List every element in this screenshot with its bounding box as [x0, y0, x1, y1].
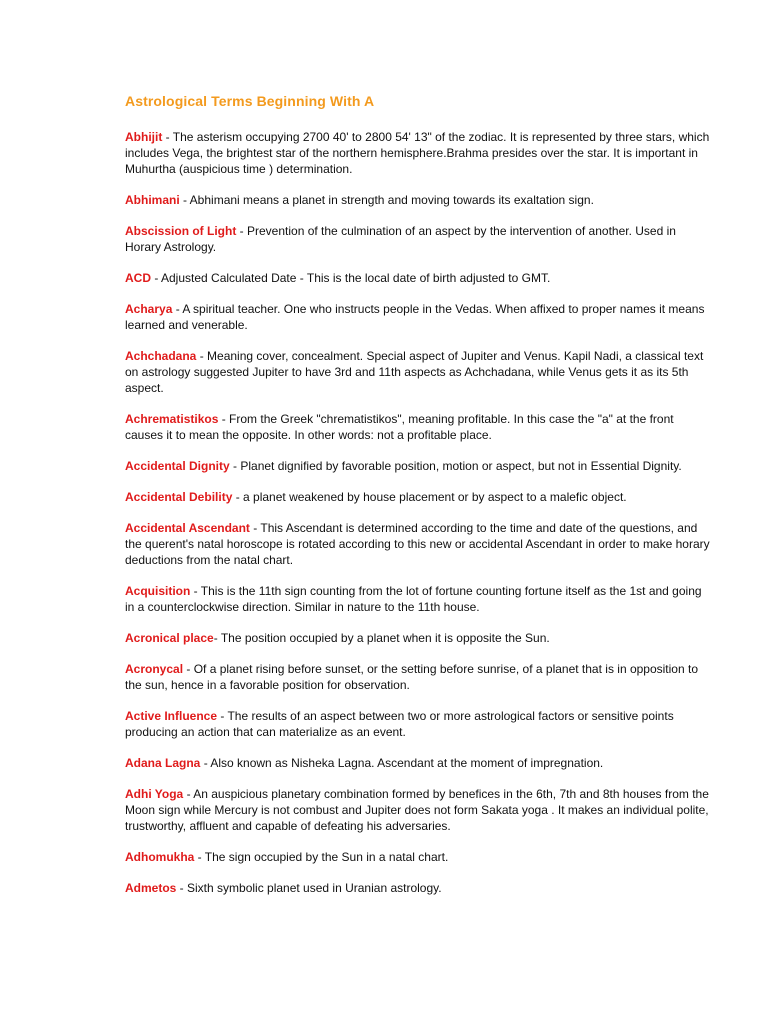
glossary-entry [125, 786, 710, 834]
glossary-entry [125, 411, 710, 443]
glossary-list [125, 129, 710, 911]
glossary-term: Acronical place [125, 631, 214, 645]
glossary-definition: - The position occupied by a planet when it is opposite the Sun. [213, 631, 550, 645]
glossary-term: Acquisition [125, 584, 191, 598]
glossary-term: Acronycal [125, 662, 184, 676]
glossary-definition: - Sixth symbolic planet used in Uranian astrology. [176, 881, 442, 895]
glossary-term: Abscission of Light [125, 224, 237, 238]
glossary-term: Adhi Yoga [125, 787, 184, 801]
glossary-term: Accidental Dignity [125, 459, 230, 473]
glossary-term: Achchadana [125, 349, 197, 363]
glossary-entry [125, 270, 710, 286]
glossary-entry [125, 129, 710, 177]
glossary-entry [125, 755, 710, 771]
glossary-definition: - Also known as Nisheka Lagna. Ascendant at the moment of impregnation. [200, 756, 604, 770]
glossary-entry [125, 348, 710, 396]
glossary-entry [125, 458, 710, 474]
glossary-entry [125, 489, 710, 505]
glossary-definition: - An auspicious planetary combination formed by benefices in the 6th, 7th and 8th houses from the Moon sign while Mercury is not combust and Jupiter does not form Sakata yoga . It makes an individual polite, trustworthy, affluent and capable of defeating his adversaries. [125, 787, 709, 833]
glossary-term: Acharya [125, 302, 173, 316]
glossary-definition: - This Ascendant is determined according to the time and date of the questions, and the querent's natal horoscope is rotated according to this new or accidental Ascendant in order to make horary deductions from the natal chart. [125, 521, 710, 567]
glossary-definition: - Planet dignified by favorable position, motion or aspect, but not in Essential Dignity. [229, 459, 682, 473]
glossary-entry [125, 192, 710, 208]
glossary-term: Active Influence [125, 709, 218, 723]
glossary-entry [125, 708, 710, 740]
glossary-definition: - The sign occupied by the Sun in a natal chart. [194, 850, 449, 864]
glossary-term: Achrematistikos [125, 412, 219, 426]
glossary-entry [125, 630, 710, 646]
glossary-definition: - A spiritual teacher. One who instructs people in the Vedas. When affixed to proper names it means learned and venerable. [125, 302, 705, 332]
glossary-entry [125, 583, 710, 615]
glossary-definition: - Adjusted Calculated Date - This is the local date of birth adjusted to GMT. [151, 271, 551, 285]
glossary-term: Abhimani [125, 193, 180, 207]
glossary-term: Adhomukha [125, 850, 195, 864]
glossary-entry [125, 880, 710, 896]
glossary-definition: - The results of an aspect between two or more astrological factors or sensitive points producing an action that can materialize as an event. [125, 709, 674, 739]
glossary-definition: - From the Greek "chrematistikos", meaning profitable. In this case the "a" at the front causes it to mean the opposite. In other words: not a profitable place. [125, 412, 674, 442]
glossary-entry [125, 849, 710, 865]
glossary-definition: - a planet weakened by house placement or by aspect to a malefic object. [232, 490, 627, 504]
glossary-definition: - Meaning cover, concealment. Special aspect of Jupiter and Venus. Kapil Nadi, a classical text on astrology suggested Jupiter to have 3rd and 11th aspects as Achchadana, while Venus gets it as its 5th aspect. [125, 349, 704, 395]
glossary-definition: - The asterism occupying 2700 40' to 2800 54' 13" of the zodiac. It is represented by three stars, which includes Vega, the brightest star of the northern hemisphere.Brahma presides over the star. It is important in Muhurtha (auspicious time ) determination. [125, 130, 710, 176]
page-title: Astrological Terms Beginning With A [125, 93, 375, 109]
glossary-term: Adana Lagna [125, 756, 201, 770]
glossary-term: Accidental Ascendant [125, 521, 250, 535]
glossary-entry [125, 223, 710, 255]
glossary-term: Accidental Debility [125, 490, 233, 504]
glossary-definition: - Of a planet rising before sunset, or the setting before sunrise, of a planet that is in opposition to the sun, hence in a favorable position for observation. [125, 662, 698, 692]
glossary-definition: - Abhimani means a planet in strength and moving towards its exaltation sign. [179, 193, 594, 207]
glossary-entry [125, 301, 710, 333]
glossary-entry [125, 520, 710, 568]
glossary-term: Abhijit [125, 130, 163, 144]
glossary-definition: - This is the 11th sign counting from the lot of fortune counting fortune itself as the 1st and going in a counterclockwise direction. Similar in nature to the 11th house. [125, 584, 702, 614]
glossary-term: ACD [125, 271, 151, 285]
glossary-definition: - Prevention of the culmination of an aspect by the intervention of another. Used in Horary Astrology. [125, 224, 676, 254]
glossary-entry [125, 661, 710, 693]
glossary-term: Admetos [125, 881, 177, 895]
